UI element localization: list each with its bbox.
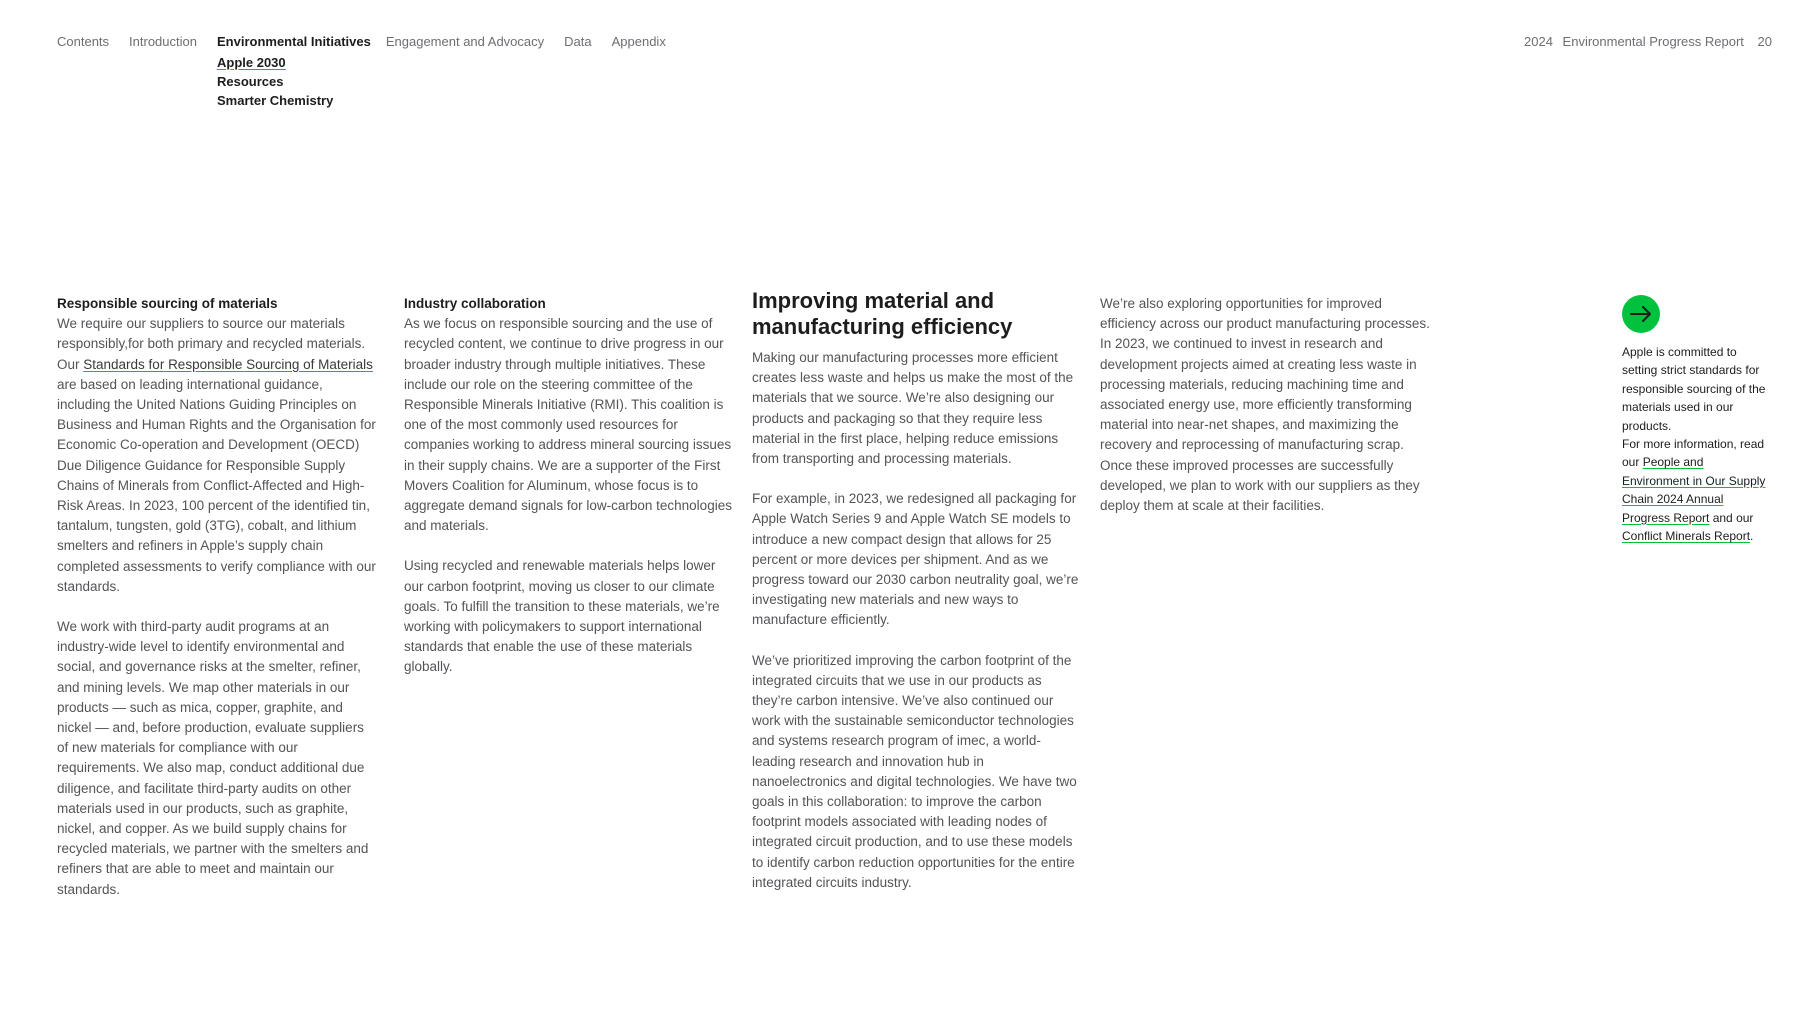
- subnav-smarter-chemistry[interactable]: Smarter Chemistry: [216, 93, 334, 108]
- text-segment: are based on leading international guidance, including the United Nations Guiding Principles on Business and Human Rights and the Organisation for Economic Co-operation and Development (OECD) Due Diligence Guidance for Responsible Supply Chains of Minerals from Conflict-Affected and High-Risk Areas. In 2023, 100 percent of the identified tin, tantalum, tungsten, gold (3TG), cobalt, and lithium smelters and refiners in Apple’s supply chain completed assessments to verify compliance with our standards.: [57, 376, 376, 594]
- responsible-sourcing-paragraph-2: We work with third-party audit programs at an industry-wide level to identify environmental and social, and governance risks at the smelter, refiner, and mining levels. We map other materials in our products — such as mica, copper, graphite, and nickel — and, before production, evaluate suppliers of new materials for compliance with our requirements. We also map, conduct additional due diligence, and facilitate third-party audits on other materials used in our products, such as graphite, nickel, and copper. As we build supply chains for recycled materials, we partner with the smelters and refiners that are able to meet and maintain our standards.: [57, 619, 369, 897]
- conflict-minerals-report-link[interactable]: Conflict Minerals Report: [1622, 529, 1751, 544]
- text-segment: For more information, read our: [1622, 437, 1765, 470]
- arrow-right-icon-svg: [1630, 306, 1652, 322]
- top-navigation: [57, 34, 686, 110]
- subnav: [217, 53, 371, 110]
- industry-collaboration-column: [404, 294, 734, 698]
- nav-environmental-initiatives[interactable]: Environmental Initiatives: [216, 34, 371, 49]
- text-segment: We require our suppliers to source our materials responsibly,for both primary and recycled materials. Our: [57, 316, 366, 372]
- efficiency-paragraph-3: We’ve prioritized improving the carbon footprint of the integrated circuits that we use in our products as they’re carbon intensive. We’ve also continued our work with the sustainable semiconductor technologies and systems research program of imec, a world-leading research and innovation hub in nanoelectronics and digital technologies. We have two goals in this collaboration: to improve the carbon footprint models associated with leading nodes of integrated circuit production, and to use these models to identify carbon reduction opportunities for the entire integrated circuits industry.: [752, 652, 1077, 890]
- standards-responsible-sourcing-link[interactable]: Standards for Responsible Sourcing of Materials: [83, 356, 373, 372]
- nav-appendix[interactable]: Appendix: [611, 34, 666, 49]
- arrow-right-icon: [1622, 295, 1660, 333]
- responsible-sourcing-paragraph-1: [57, 314, 377, 597]
- report-title: Environmental Progress Report: [1562, 34, 1744, 49]
- page-number: 20: [1757, 34, 1772, 49]
- responsible-sourcing-heading: Responsible sourcing of materials: [57, 296, 278, 311]
- efficiency-paragraph-2: For example, in 2023, we redesigned all packaging for Apple Watch Series 9 and Apple Watch SE models to introduce a new compact design that allows for 25 percent or more devices per shipment. And as we progress toward our 2030 carbon neutrality goal, we’re investigating new materials and new ways to manufacture efficiently.: [752, 491, 1079, 628]
- subnav-apple-2030[interactable]: Apple 2030: [216, 55, 286, 70]
- efficiency-continued-paragraph: We’re also exploring opportunities for improved efficiency across our product manufacturing processes. In 2023, we continued to invest in research and development projects aimed at creating less waste in processing materials, reducing machining time and associated energy use, more efficiently transforming material into near-net shapes, and maximizing the recovery and reprocessing of manufacturing scrap. Once these improved processes are successfully developed, we plan to work with our suppliers as they deploy them at scale at their facilities.: [1100, 296, 1430, 514]
- industry-collaboration-paragraph-1: As we focus on responsible sourcing and the use of recycled content, we continue to drive progress in our broader industry through multiple initiatives. These include our role on the steering committee of the Responsible Minerals Initiative (RMI). This coalition is one of the most commonly used resources for companies working to address mineral sourcing issues in their supply chains. We are a supporter of the First Movers Coalition for Aluminum, whose focus is to aggregate demand signals for low-carbon technologies and materials.: [404, 316, 732, 534]
- report-year: 2024: [1524, 34, 1553, 49]
- industry-collaboration-heading: Industry collaboration: [404, 296, 546, 311]
- nav-contents[interactable]: Contents: [57, 34, 110, 49]
- nav-introduction[interactable]: Introduction: [129, 34, 197, 49]
- report-header: [1518, 34, 1772, 49]
- efficiency-paragraph-1: Making our manufacturing processes more efficient creates less waste and helps us make the most of the materials that we source. We’re also designing our products and packaging so that they require less material in the first place, helping reduce emissions from transporting and processing materials.: [752, 350, 1074, 467]
- sidebar-more-info: [1622, 435, 1772, 545]
- nav-data[interactable]: Data: [564, 34, 592, 49]
- efficiency-column: [752, 288, 1082, 913]
- subnav-resources[interactable]: Resources: [216, 74, 284, 89]
- efficiency-heading: Improving material and manufacturing efficiency: [752, 288, 1013, 339]
- text-segment: .: [1750, 529, 1754, 544]
- supply-chain-report-link[interactable]: People and Environment in Our Supply Chain 2024 Annual Progress Report: [1622, 455, 1766, 525]
- sidebar-commitment-text: Apple is committed to setting strict standards for responsible sourcing of the materials used in our products.: [1622, 345, 1766, 433]
- text-segment: and our: [1709, 510, 1754, 525]
- responsible-sourcing-column: [57, 294, 377, 920]
- industry-collaboration-paragraph-2: Using recycled and renewable materials helps lower our carbon footprint, moving us closer to our climate goals. To fulfill the transition to these materials, we’re working with policymakers to support international standards that enable the use of these materials globally.: [404, 558, 720, 675]
- nav-engagement-advocacy[interactable]: Engagement and Advocacy: [385, 34, 545, 49]
- sidebar-note: [1622, 295, 1772, 545]
- efficiency-continued-column: [1100, 294, 1430, 536]
- nav-environmental-group: [217, 34, 371, 110]
